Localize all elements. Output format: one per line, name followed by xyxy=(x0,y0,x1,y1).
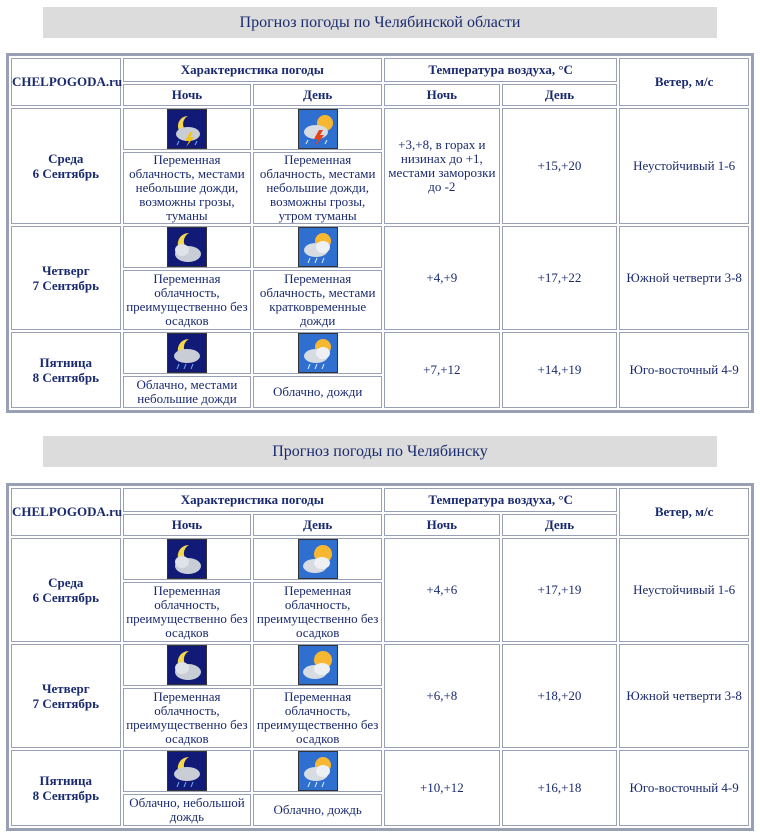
night-description: Переменная облачность, преимущественно без осадков xyxy=(123,270,252,330)
day-label xyxy=(11,750,121,826)
temperature-header: Температура воздуха, °С xyxy=(384,488,617,512)
night-description: Переменная облачность, местами небольшие дожди, возможны грозы, туманы xyxy=(123,152,252,224)
day-label xyxy=(11,644,121,748)
region-forecast-title: Прогноз погоды по Челябинской области xyxy=(43,7,717,38)
region-forecast-table xyxy=(6,53,754,413)
day-description: Облачно, дожди xyxy=(253,376,382,408)
weather-night-header: Ночь xyxy=(123,514,252,536)
date: 8 Сентябрь xyxy=(32,788,99,803)
day-partly-cloudy-icon xyxy=(298,539,338,579)
night-cloudy-icon xyxy=(167,645,207,685)
weekday: Пятница xyxy=(39,355,93,370)
day-temperature: +14,+19 xyxy=(502,332,618,408)
day-label xyxy=(11,108,121,224)
temp-night-header: Ночь xyxy=(384,84,500,106)
day-rain-icon xyxy=(298,227,338,267)
temp-day-header: День xyxy=(502,84,618,106)
day-rain-icon xyxy=(298,751,338,791)
wind-value: Юго-восточный 4-9 xyxy=(619,332,749,408)
day-description: Облачно, дождь xyxy=(253,794,382,826)
night-temperature: +4,+6 xyxy=(384,538,500,642)
weather-night-header: Ночь xyxy=(123,84,252,106)
date: 6 Сентябрь xyxy=(32,166,99,181)
night-temperature: +4,+9 xyxy=(384,226,500,330)
day-temperature: +16,+18 xyxy=(502,750,618,826)
weekday: Среда xyxy=(48,151,84,166)
night-rain-icon xyxy=(167,751,207,791)
night-description: Переменная облачность, преимущественно без осадков xyxy=(123,582,252,642)
temp-night-header: Ночь xyxy=(384,514,500,536)
day-description: Переменная облачность, преимущественно без осадков xyxy=(253,582,382,642)
night-temperature: +3,+8, в горах и низинах до +1, местами заморозки до -2 xyxy=(384,108,500,224)
day-label xyxy=(11,538,121,642)
night-temperature: +7,+12 xyxy=(384,332,500,408)
day-description: Переменная облачность, местами небольшие дожди, возможны грозы, утром туманы xyxy=(253,152,382,224)
date: 8 Сентябрь xyxy=(32,370,99,385)
forecast-row xyxy=(11,226,749,268)
wind-value: Неустойчивый 1-6 xyxy=(619,538,749,642)
day-description: Переменная облачность, преимущественно без осадков xyxy=(253,688,382,748)
temp-day-header: День xyxy=(502,514,618,536)
day-label xyxy=(11,332,121,408)
city-forecast-title: Прогноз погоды по Челябинску xyxy=(43,436,717,467)
wind-value: Юго-восточный 4-9 xyxy=(619,750,749,826)
day-rain-icon xyxy=(298,333,338,373)
city-forecast-table xyxy=(6,483,754,831)
night-temperature: +10,+12 xyxy=(384,750,500,826)
forecast-row xyxy=(11,332,749,374)
night-description: Облачно, местами небольшие дожди xyxy=(123,376,252,408)
date: 7 Сентябрь xyxy=(32,696,99,711)
night-description: Переменная облачность, преимущественно без осадков xyxy=(123,688,252,748)
wind-value: Неустойчивый 1-6 xyxy=(619,108,749,224)
weather-day-header: День xyxy=(253,514,382,536)
weekday: Среда xyxy=(48,575,84,590)
day-temperature: +17,+22 xyxy=(502,226,618,330)
brand-label: CHELPOGODA.ru xyxy=(11,488,121,536)
date: 7 Сентябрь xyxy=(32,278,99,293)
night-temperature: +6,+8 xyxy=(384,644,500,748)
forecast-row xyxy=(11,108,749,150)
date: 6 Сентябрь xyxy=(32,590,99,605)
day-temperature: +15,+20 xyxy=(502,108,618,224)
day-thunderstorm-icon xyxy=(298,109,338,149)
weather-header: Характеристика погоды xyxy=(123,488,382,512)
night-rain-icon xyxy=(167,333,207,373)
night-cloudy-icon xyxy=(167,539,207,579)
temperature-header: Температура воздуха, °С xyxy=(384,58,617,82)
wind-header: Ветер, м/с xyxy=(619,488,749,536)
forecast-row xyxy=(11,750,749,792)
brand-label: CHELPOGODA.ru xyxy=(11,58,121,106)
night-description: Облачно, небольшой дождь xyxy=(123,794,252,826)
forecast-row xyxy=(11,644,749,686)
day-temperature: +18,+20 xyxy=(502,644,618,748)
wind-value: Южной четверти 3-8 xyxy=(619,226,749,330)
day-partly-cloudy-icon xyxy=(298,645,338,685)
wind-value: Южной четверти 3-8 xyxy=(619,644,749,748)
weather-header: Характеристика погоды xyxy=(123,58,382,82)
weekday: Четверг xyxy=(41,681,90,696)
day-temperature: +17,+19 xyxy=(502,538,618,642)
forecast-row xyxy=(11,538,749,580)
night-cloudy-icon xyxy=(167,227,207,267)
weekday: Четверг xyxy=(41,263,90,278)
night-thunderstorm-icon xyxy=(167,109,207,149)
day-description: Переменная облачность, местами кратковременные дожди xyxy=(253,270,382,330)
weekday: Пятница xyxy=(39,773,93,788)
weather-day-header: День xyxy=(253,84,382,106)
wind-header: Ветер, м/с xyxy=(619,58,749,106)
day-label xyxy=(11,226,121,330)
